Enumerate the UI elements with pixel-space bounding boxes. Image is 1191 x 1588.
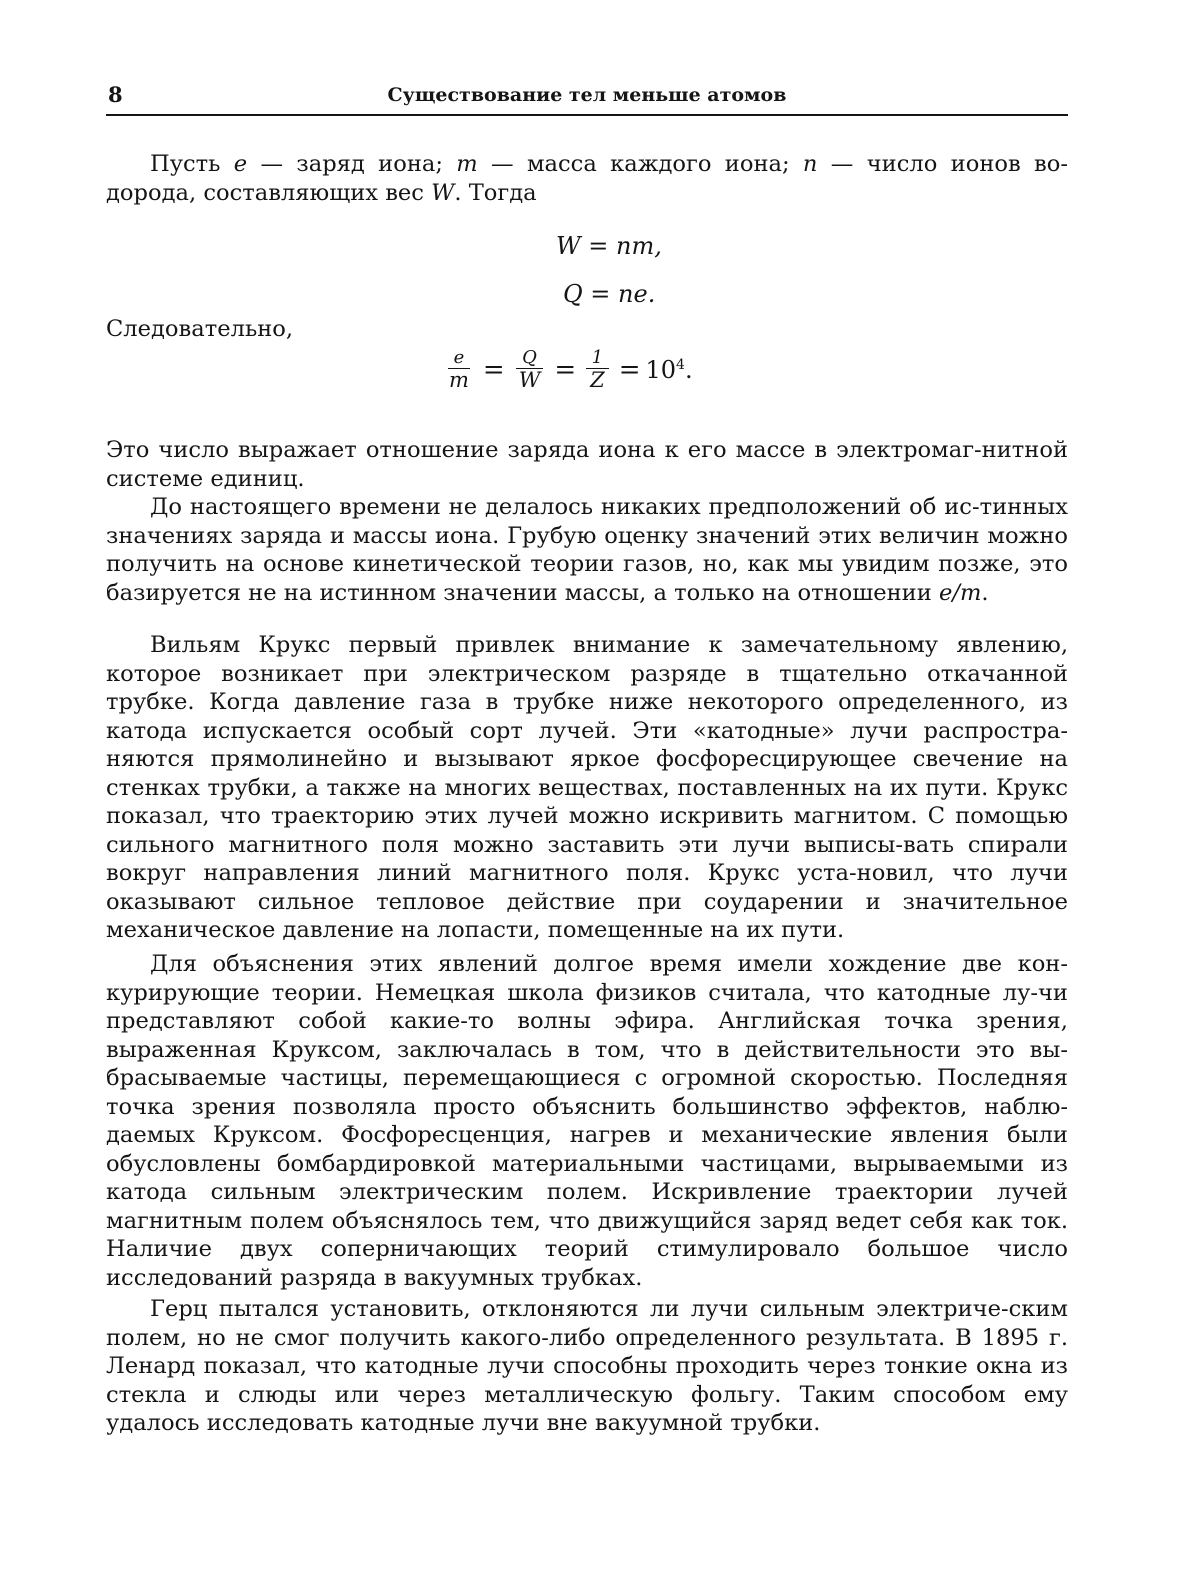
var-W: W <box>431 179 455 206</box>
fraction-Q-over-W: $\frac{Q}{W}$ <box>513 348 547 391</box>
fraction-e-over-m: $\frac{e}{m}$ <box>449 347 469 392</box>
therefore-label: Следовательно, <box>106 316 294 342</box>
page-number: 8 <box>108 82 123 107</box>
paragraph-theories: Для объяснения этих явлений долгое время имели хождение две кон-курирующие теории. Немецкая школа физиков считала, что катодные лу-чи представляют собой какие-то волны эфира. Английская точка зрения, выраженная Круксом, заключалась в том, что в действительности это вы-брасываемые частицы, перемещающиеся с огромной скоростью. Последняя точка зрения позволяла просто объяснить большинство эффектов, наблю-даемых Круксом. Фосфоресценция, нагрев и механические явления были обусловлены бомбардировкой материальными частицами, вырываемыми из катода сильным электрическим полем. Искривление траектории лучей магнитным полем объяснялось тем, что движущийся заряд ведет себя как ток. Наличие двух соперничающих теорий стимулировало большое число исследований разряда в вакуумных трубках. <box>106 951 1068 1291</box>
ratio-formula <box>440 348 693 391</box>
ratio-e-m: e/m <box>938 579 982 606</box>
paragraph-crookes: Вильям Крукс первый привлек внимание к замечательному явлению, которое возникает при электрическом разряде в тщательно откачанной трубке. Когда давление газа в трубке ниже некоторого определенного, из катода испускается особый сорт лучей. Эти «катодные» лучи распростра-няются прямолинейно и вызывают яркое фосфоресцирующее свечение на стенках трубки, а также на многих веществах, поставленных на их пути. Крукс показал, что траекторию этих лучей можно искривить магнитом. С помощью сильного магнитного поля можно заставить эти лучи выписы-вать спирали вокруг направления линий магнитного поля. Крукс уста-новил, что лучи оказывают сильное тепловое действие при соударении и значительное механическое давление на лопасти, помещенные на их пути. <box>106 632 1068 943</box>
equals-sign: = <box>618 354 641 385</box>
running-title: Существование тел меньше атомов <box>387 84 787 106</box>
var-n: n <box>802 151 818 177</box>
equals-sign: = <box>482 354 505 385</box>
result-value: $10^4$. <box>645 355 693 384</box>
paragraph-true-values: До настоящего времени не делалось никаких предположений об ис-тинных значениях заряда и массы иона. Грубую оценку значений этих величин можно получить на основе кинетической теории газов, но, как мы увидим позже, это базируется не на истинном значении массы, а только на отношении e/m. <box>106 494 1068 606</box>
paragraph-charge-mass-ratio: Это число выражает отношение заряда иона к его массе в электромаг-нитной системе единиц. <box>106 437 1068 492</box>
fraction-1-over-Z: $\frac{1}{Z}$ <box>584 348 611 391</box>
formula-charge: Q = ne. <box>563 280 656 308</box>
var-e: e <box>233 151 248 177</box>
paragraph-ion-definitions: Пусть e — заряд иона; m — масса каждого иона; n — число ионов во-дорода, составляющих вес W. Тогда <box>106 151 1068 206</box>
paragraph-hertz-lenard: Герц пытался установить, отклоняются ли лучи сильным электриче-ским полем, но не смог получить какого-либо определенного результата. В 1895 г. Ленард показал, что катодные лучи способны проходить через тонкие окна из стекла и слюды или через металлическую фольгу. Таким способом ему удалось исследовать катодные лучи вне вакуумной трубки. <box>106 1296 1068 1436</box>
equals-sign: = <box>554 354 577 385</box>
page-header <box>106 78 1068 116</box>
formula-weight: W = nm, <box>556 232 662 260</box>
var-m: m <box>456 151 478 177</box>
